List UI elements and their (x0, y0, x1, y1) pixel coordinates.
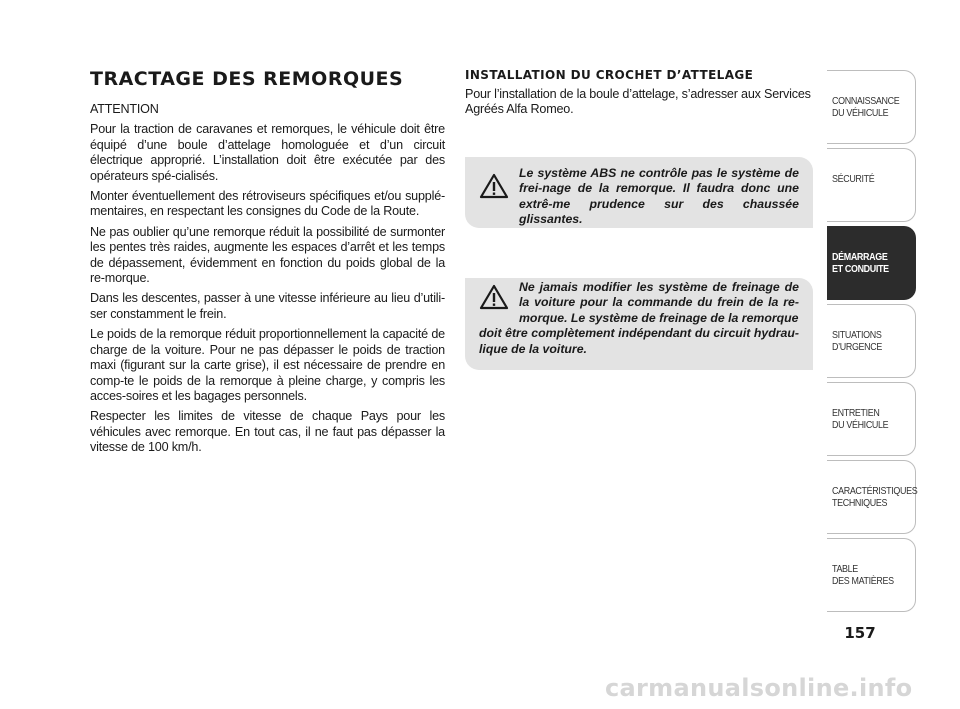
tab-connaissance-du-vehicule[interactable] (827, 70, 916, 144)
tab-label: DU VÉHICULE (832, 419, 889, 431)
warning-triangle-icon (479, 173, 509, 199)
right-column (465, 68, 815, 118)
tab-label: DÉMARRAGE (832, 251, 888, 263)
tab-label: ET CONDUITE (832, 263, 889, 275)
section-body (90, 102, 445, 456)
tab-label: DES MATIÈRES (832, 575, 894, 587)
chapter-tabs (827, 70, 916, 616)
paragraph: Pour la traction de caravanes et remorques, le véhicule doit être équipé d’une boule d’attelage homologuée et d’un circuit électrique approprié. L’installation doit être exécutée par des opérateurs spé-cialisés. (90, 122, 445, 183)
tab-label: SÉCURITÉ (832, 173, 875, 185)
warning-text: Le système ABS ne contrôle pas le système de frei-nage de la remorque. Il faudra donc une extrê-me prudence sur des chaussée glissantes. (519, 166, 799, 227)
tab-label: TECHNIQUES (832, 497, 888, 509)
warning-triangle-icon (479, 284, 509, 310)
tab-demarrage-et-conduite[interactable] (827, 226, 916, 300)
warning-text-line2: doit être complètement indépendant du circuit hydrau-lique de la voiture. (479, 326, 799, 356)
tab-label: ENTRETIEN (832, 407, 880, 419)
tab-label: TABLE (832, 563, 858, 575)
tab-entretien-du-vehicule[interactable] (827, 382, 916, 456)
subsection-title: INSTALLATION DU CROCHET D’ATTELAGE (465, 68, 754, 82)
paragraph: Monter éventuellement des rétroviseurs spécifiques et/ou supplé-mentaires, en respectant les consignes du Code de la Route. (90, 189, 445, 219)
tab-caracteristiques-techniques[interactable] (827, 460, 916, 534)
tab-label: D’URGENCE (832, 341, 883, 353)
tab-label: CONNAISSANCE (832, 95, 900, 107)
warning-box-brake (465, 278, 813, 370)
installation-text: Pour l’installation de la boule d’attelage, s’adresser aux Services Agréés Alfa Romeo. (465, 87, 811, 117)
paragraph: Respecter les limites de vitesse de chaque Pays pour les véhicules avec remorque. En tout cas, il ne faut pas dépasser la vitesse de 100 km/h. (90, 409, 445, 455)
page-number: 157 (844, 624, 876, 642)
paragraph: Dans les descentes, passer à une vitesse inférieure au lieu d’utili-ser constamment le frein. (90, 291, 445, 321)
tab-securite[interactable] (827, 148, 916, 222)
paragraph: Ne pas oublier qu’une remorque réduit la possibilité de surmonter les pentes très raides, augmente les espaces d’arrêt et les temps de dépassement, évidemment en fonction du poids global de la re-morque. (90, 224, 445, 286)
warning-box-abs (465, 157, 813, 228)
section-title: TRACTAGE DES REMORQUES (90, 68, 404, 90)
tab-label: CARACTÉRISTIQUES (832, 485, 918, 497)
tab-situations-durgence[interactable] (827, 304, 916, 378)
warning-text (479, 280, 799, 357)
paragraph: Le poids de la remorque réduit proportionnellement la capacité de charge de la voiture. Pour ne pas dépasser le poids de traction maxi (figurant sur la carte grise), il est nécessaire de prendre en comp-te le poids de la remorque à pleine charge, y compris les acces-soires et les bagages personnels. (90, 327, 445, 403)
tab-label: SITUATIONS (832, 329, 882, 341)
tab-label: DU VÉHICULE (832, 107, 889, 119)
left-column (90, 68, 445, 461)
watermark: carmanualsonline.info (605, 674, 913, 702)
warning-text-line1: Ne jamais modifier les système de freinage de la voiture pour la commande du frein de la re-morque. Le système de freinage de la remorque (519, 280, 799, 325)
tab-table-des-matieres[interactable] (827, 538, 916, 612)
paragraph: ATTENTION (90, 102, 159, 116)
